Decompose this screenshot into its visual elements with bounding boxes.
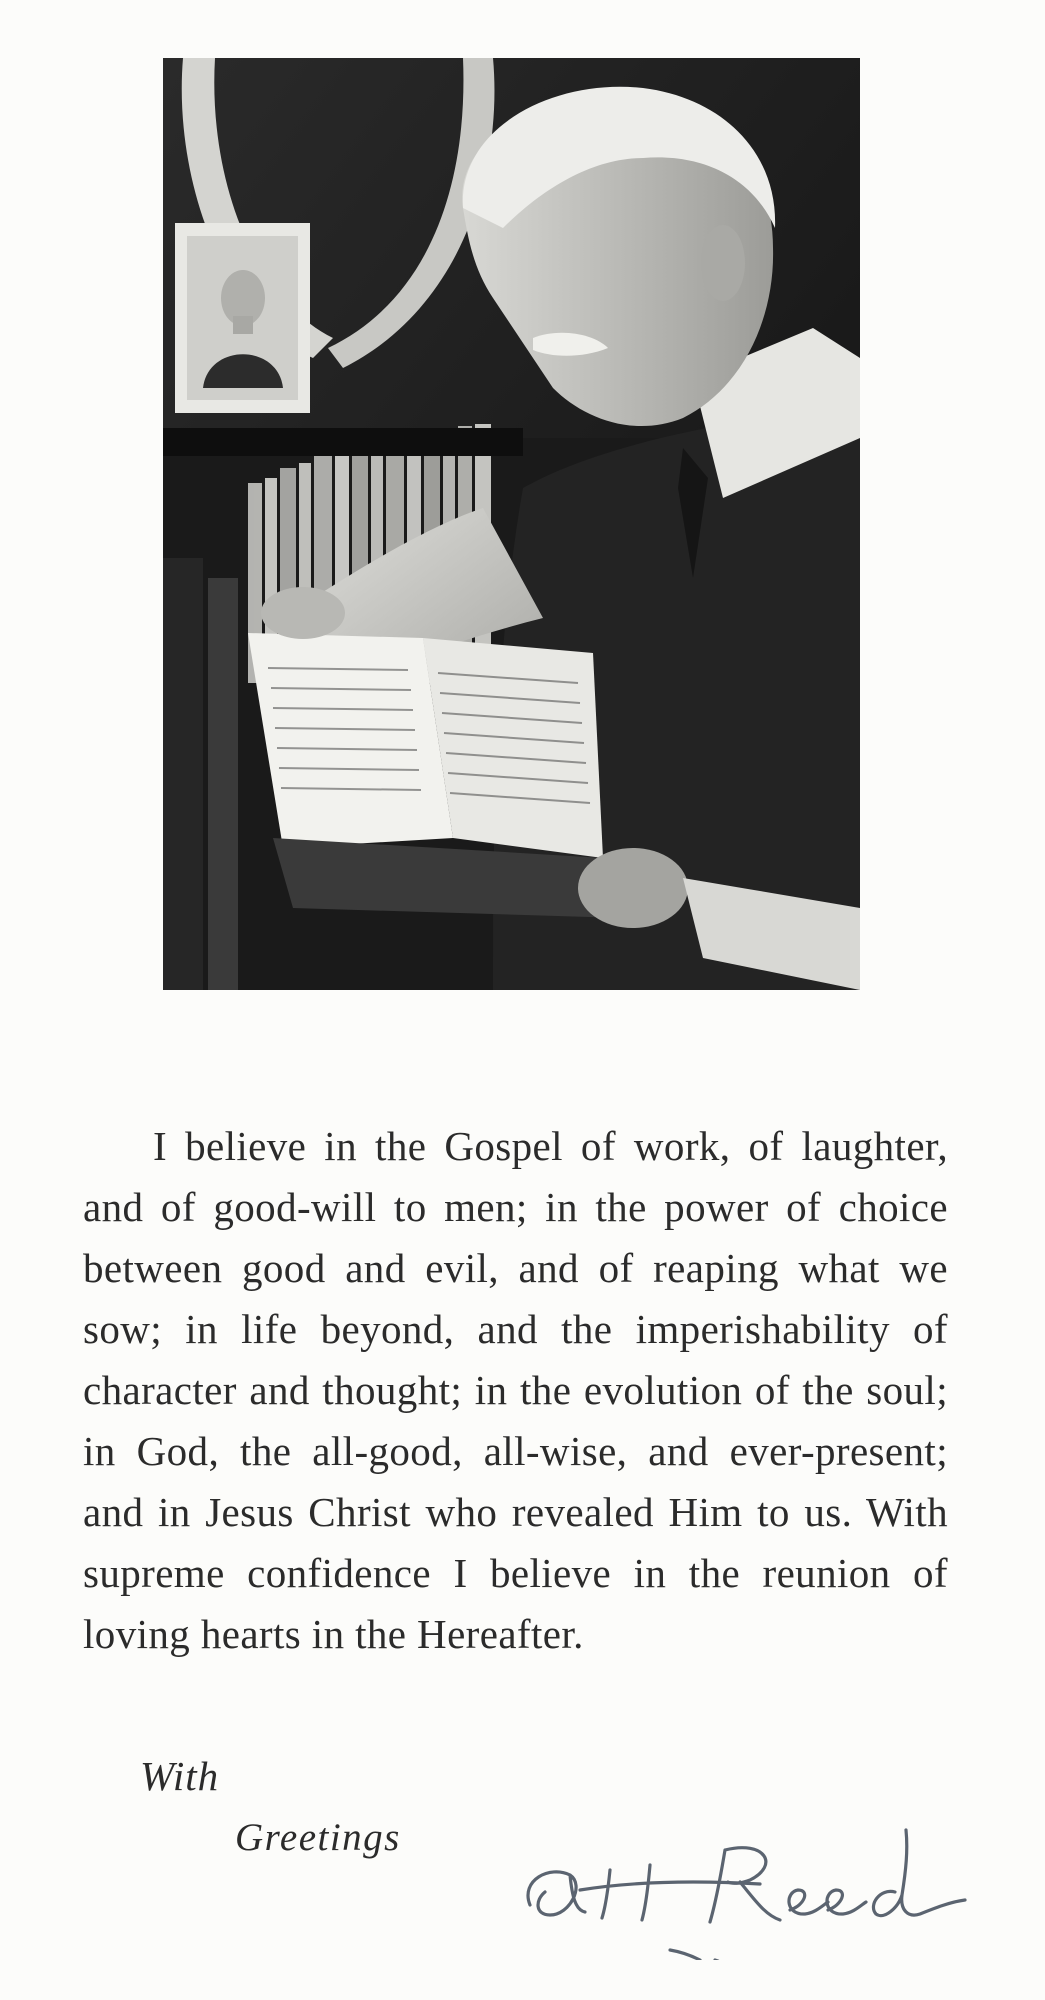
signature-handwritten (510, 1810, 1000, 1960)
portrait-photo (163, 58, 860, 990)
creed-paragraph: I believe in the Gospel of work, of laughter, and of good-will to men; in the power of choice between good and evil, and of reaping what we sow; in life beyond, and the imperishability of character and thought; in the evolution of the soul; in God, the all-good, all-wise, and ever-present; and in Jesus Christ who revealed Him to us. With supreme confidence I believe in the reunion of loving hearts in the Hereafter. (83, 1123, 948, 1657)
closing-with: With (140, 1753, 220, 1799)
portrait-photo-drawing (163, 58, 860, 990)
closing-greetings: Greetings (235, 1816, 401, 1859)
